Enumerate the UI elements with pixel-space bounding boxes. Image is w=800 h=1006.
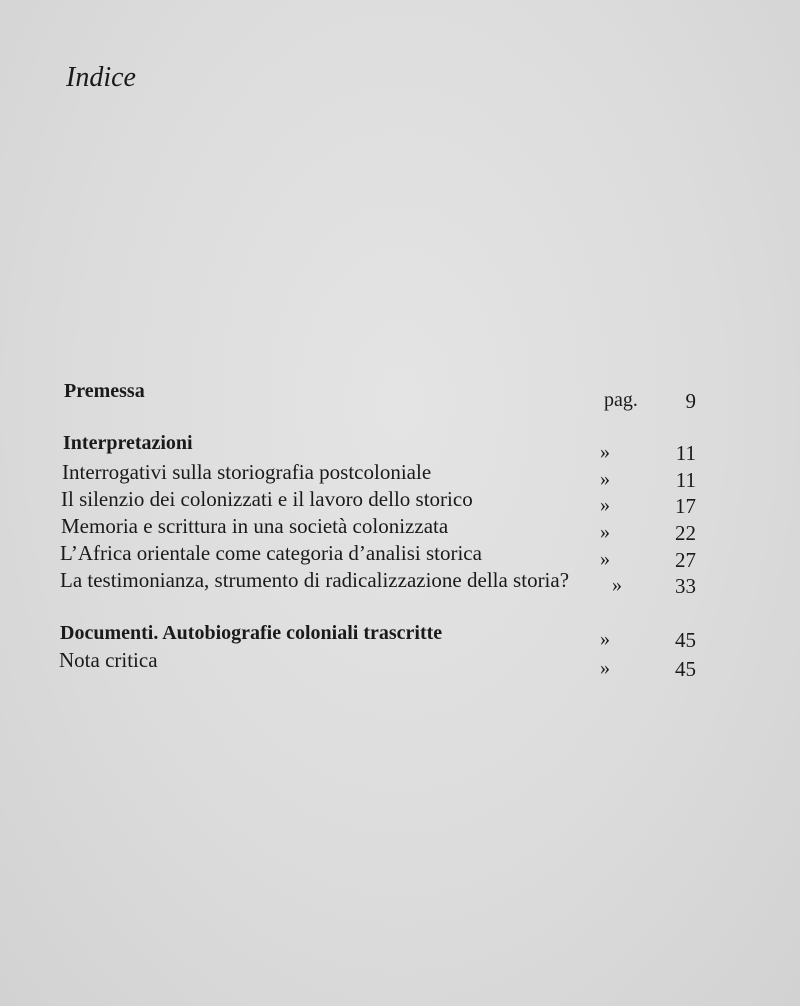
ditto-marker: » — [600, 521, 610, 543]
page-number: 33 — [675, 574, 696, 598]
toc-row — [0, 460, 800, 492]
toc-row — [0, 487, 800, 518]
toc-entry-title: La testimonianza, strumento di radicalizzazione della storia? — [60, 568, 570, 592]
ditto-marker: » — [600, 628, 610, 650]
page-number: 9 — [685, 389, 696, 413]
page-title: Indice — [66, 62, 136, 93]
page-number: 45 — [675, 628, 696, 652]
ditto-marker: » — [600, 657, 610, 679]
ditto-marker: » — [600, 494, 610, 516]
page-number: 11 — [675, 441, 696, 465]
ditto-marker: » — [600, 468, 610, 490]
toc-row-documenti — [0, 622, 800, 652]
toc-row-premessa — [0, 380, 800, 413]
toc-entry-title: Il silenzio dei colonizzati e il lavoro dello storico — [61, 487, 473, 511]
toc-row — [0, 541, 800, 572]
page-number: 27 — [675, 548, 696, 572]
ditto-marker: » — [600, 441, 610, 463]
page-number: 17 — [675, 494, 696, 518]
toc-section-title: Documenti. Autobiografie coloniali trascritte — [60, 622, 443, 644]
page-label: pag. — [604, 389, 638, 411]
toc-row — [0, 648, 800, 681]
toc-entry-title: Nota critica — [59, 648, 158, 672]
toc-row — [0, 568, 800, 598]
toc-entry-title: Interrogativi sulla storiografia postcoloniale — [62, 460, 432, 484]
toc-row — [0, 514, 800, 545]
toc-entry-title: Memoria e scrittura in una società colonizzata — [61, 514, 449, 538]
toc-row-interpretazioni — [0, 432, 800, 465]
toc-section-title: Interpretazioni — [63, 432, 193, 454]
toc-entry-title: Premessa — [64, 380, 145, 402]
ditto-marker: » — [612, 574, 622, 596]
toc-entry-title: L’Africa orientale come categoria d’analisi storica — [60, 541, 482, 565]
page-number: 45 — [675, 657, 696, 681]
page-number: 11 — [675, 468, 696, 492]
ditto-marker: » — [600, 548, 610, 570]
page-number: 22 — [675, 521, 696, 545]
